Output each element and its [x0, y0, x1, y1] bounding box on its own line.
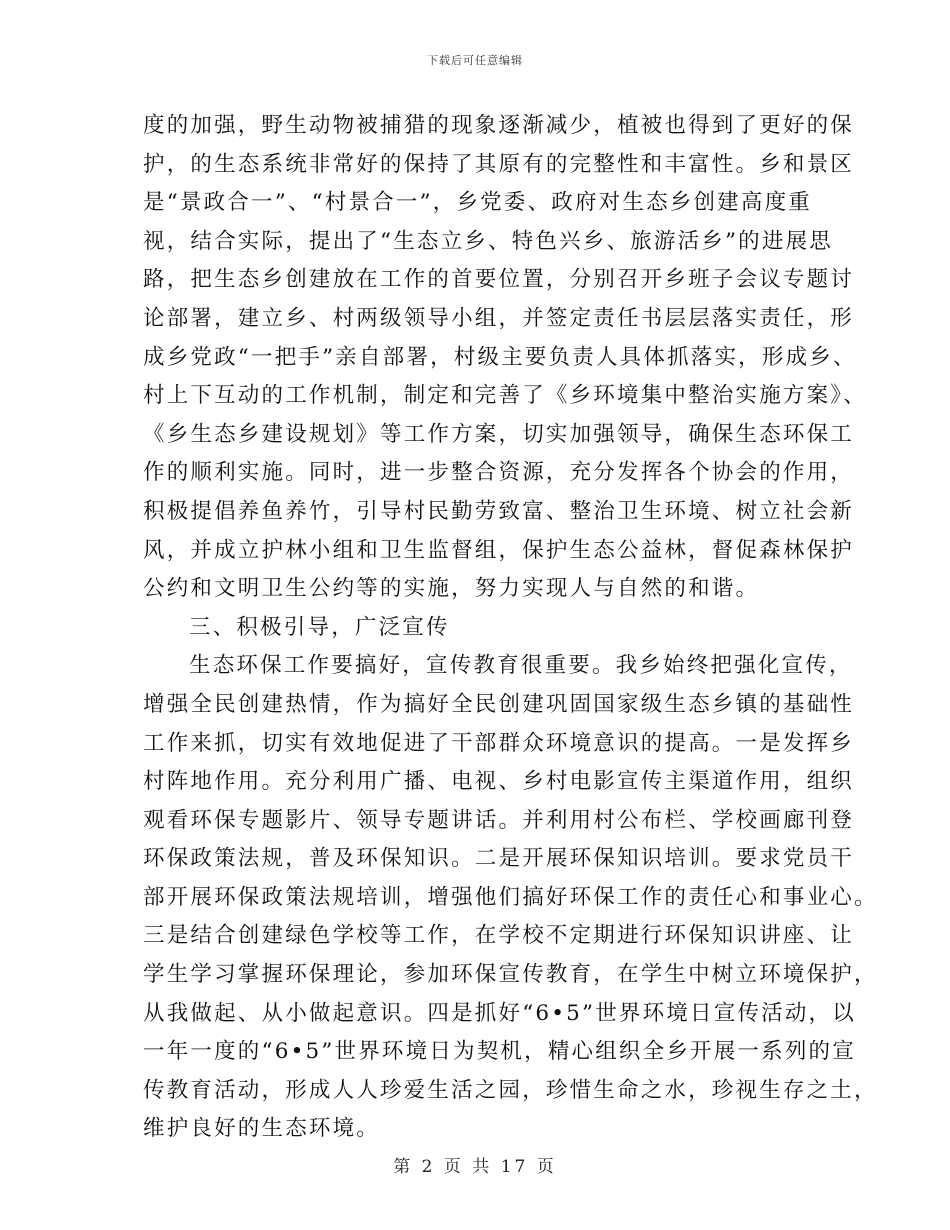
text-line: 增强全民创建热情，作为搞好全民创建巩固国家级生态乡镇的基础性 — [143, 691, 855, 717]
page-header-note: 下载后可任意编辑 — [427, 54, 523, 67]
text-line: 工作来抓，切实有效地促进了干部群众环境意识的提高。一是发挥乡 — [143, 730, 855, 756]
section-heading-text: 三、积极引导，广泛宣传 — [189, 614, 450, 640]
section-heading — [143, 609, 811, 648]
text-line: 村上下互动的工作机制，制定和完善了《乡环境集中整治实施方案》、 — [143, 383, 867, 409]
text-line: 度的加强，野生动物被捕猎的现象逐渐减少，植被也得到了更好的保 — [143, 113, 855, 138]
text-line: 护，的生态系统非常好的保持了其原有的完整性和丰富性。乡和景区 — [143, 151, 855, 177]
text-line: 从我做起、从小做起意识。四是抓好“6•5”世界环境日宣传活动，以 — [143, 1000, 856, 1026]
paragraph-ecology-management — [143, 107, 867, 609]
text-line: 是“景政合一”、“村景合一”，乡党委、政府对生态乡创建高度重 — [143, 190, 812, 216]
text-line: 路，把生态乡创建放在工作的首要位置，分别召开乡班子会议专题讨 — [143, 267, 855, 293]
text-line: 《乡生态乡建设规划》等工作方案，切实加强领导，确保生态环保工 — [143, 421, 855, 447]
text-line: 三是结合创建绿色学校等工作，在学校不定期进行环保知识讲座、让 — [143, 923, 855, 949]
text-line: 一年一度的“6•5”世界环境日为契机，精心组织全乡开展一系列的宣 — [143, 1039, 856, 1065]
text-line: 环保政策法规，普及环保知识。二是开展环保知识培训。要求党员干 — [143, 846, 855, 872]
text-line: 观看环保专题影片、领导专题讲话。并利用村公布栏、学校画廊刊登 — [143, 807, 855, 833]
text-line: 积极提倡养鱼养竹，引导村民勤劳致富、整治卫生环境、树立社会新 — [143, 498, 855, 524]
text-line: 公约和文明卫生公约等的实施，努力实现人与自然的和谐。 — [143, 576, 760, 602]
paragraph-publicity — [143, 647, 878, 1149]
text-line: 风，并成立护林小组和卫生监督组，保护生态公益林，督促森林保护 — [143, 537, 855, 563]
text-line: 学生学习掌握环保理论，参加环保宣传教育，在学生中树立环境保护， — [143, 962, 878, 988]
text-line: 成乡党政“一把手”亲自部署，村级主要负责人具体抓落实，形成乡、 — [143, 344, 857, 370]
text-line: 村阵地作用。充分利用广播、电视、乡村电影宣传主渠道作用，组织 — [143, 769, 855, 795]
text-line: 视，结合实际，提出了“生态立乡、特色兴乡、旅游活乡”的进展思 — [143, 228, 833, 254]
text-line: 论部署，建立乡、村两级领导小组，并签定责任书层层落实责任，形 — [143, 305, 855, 331]
text-line: 部开展环保政策法规培训，增强他们搞好环保工作的责任心和事业心。 — [143, 884, 878, 910]
text-line: 生态环保工作要搞好，宣传教育很重要。我乡始终把强化宣传， — [189, 653, 853, 679]
document-body — [143, 107, 878, 1149]
text-line: 维护良好的生态环境。 — [143, 1116, 381, 1142]
text-line: 作的顺利实施。同时，进一步整合资源，充分发挥各个协会的作用， — [143, 460, 855, 486]
page-number: 第 2 页 共 17 页 — [393, 1157, 557, 1177]
text-line: 传教育活动，形成人人珍爱生活之园，珍惜生命之水，珍视生存之土， — [143, 1077, 878, 1103]
